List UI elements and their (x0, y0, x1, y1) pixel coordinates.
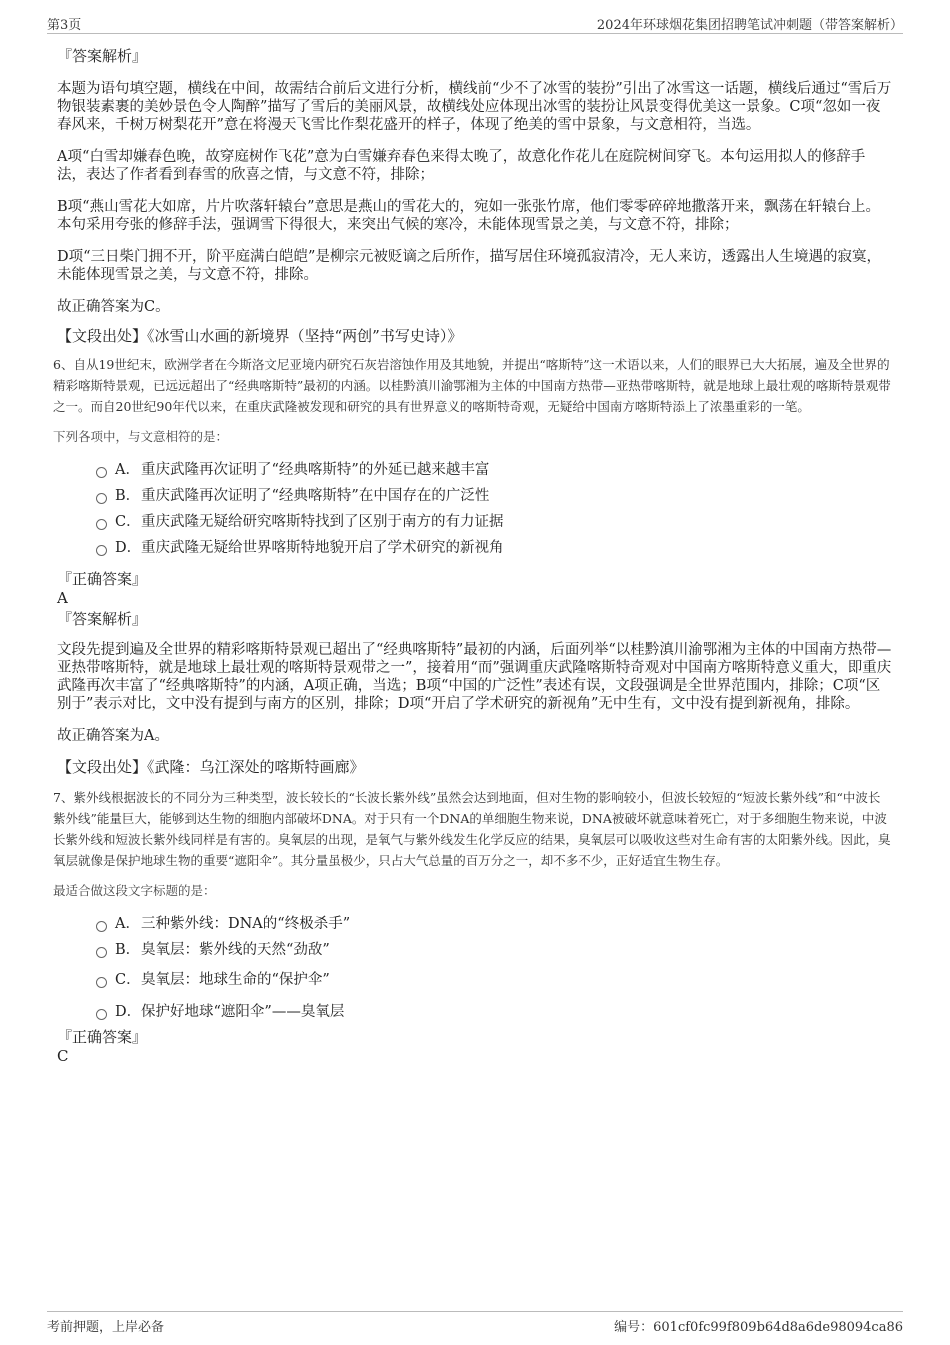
source-6: 【文段出处】《武隆：乌江深处的喀斯特画廊》 (57, 758, 365, 776)
option-text: 臭氧层：地球生命的“保护伞” (141, 972, 330, 988)
analysis-6: 文段先提到遍及全世界的精彩喀斯特景观已超出了“经典喀斯特”最初的内涵，后面列举“以桂黔滇川渝鄂湘为主体的中国南方热带—亚热带喀斯特，就是地球上最壮观的喀斯特景观带之一”，接着用“而”强调重庆武隆喀斯特奇观对中国南方喀斯特意义重大，即重庆武隆再次丰富了“经典喀斯特”的内涵，A项正确，当选；B项“中国的广泛性”表述有误，文段强调是全世界范围内，排除；C项“区别于”表示对比，文中没有提到与南方的区别，排除；D项“开启了学术研究的新视角”无中生有，文中没有提到新视角，排除。 (57, 642, 892, 712)
radio-icon[interactable] (96, 467, 107, 478)
option-text: 保护好地球“遮阳伞”——臭氧层 (141, 1004, 345, 1020)
option-text: 重庆武隆再次证明了“经典喀斯特”在中国存在的广泛性 (141, 488, 490, 504)
option-a[interactable] (96, 911, 892, 937)
radio-icon[interactable] (96, 493, 107, 504)
radio-icon[interactable] (96, 1009, 107, 1020)
correct-answer-label-6: 『正确答案』 (57, 570, 148, 588)
radio-icon[interactable] (96, 519, 107, 530)
document-title: 2024年环球烟花集团招聘笔试冲刺题（带答案解析） (596, 18, 903, 33)
radio-icon[interactable] (96, 947, 107, 958)
source-5: 【文段出处】《冰雪山水画的新境界（坚持“两创”书写史诗）》 (57, 327, 463, 345)
question-7-options (96, 911, 892, 1027)
question-6-prompt: 下列各项中，与文意相符的是： (53, 429, 229, 444)
option-letter: C． (115, 514, 141, 530)
option-b[interactable] (96, 937, 892, 963)
analysis-label-5: 『答案解析』 (57, 47, 148, 65)
correct-answer-7: C (57, 1047, 69, 1065)
analysis-label-6: 『答案解析』 (57, 610, 148, 628)
option-letter: D． (115, 1004, 142, 1020)
footer-serial: 编号：601cf0fc99f809b64d8a6de98094ca86 (614, 1320, 903, 1335)
conclusion-5: 故正确答案为C。 (57, 299, 170, 315)
option-letter: C． (115, 972, 141, 988)
analysis-paragraph: A项“白雪却嫌春色晚，故穿庭树作飞花”意为白雪嫌弃春色来得太晚了，故意化作花儿在庭院树间穿飞。本句运用拟人的修辞手法，表达了作者看到春雪的欣喜之情，与文意不符，排除； (57, 149, 866, 183)
correct-answer-6: A (57, 589, 68, 607)
page-footer (47, 1311, 903, 1333)
correct-answer-label-7: 『正确答案』 (57, 1028, 148, 1046)
option-letter: A． (115, 462, 140, 478)
option-letter: D． (115, 540, 142, 556)
analysis-paragraph: 本题为语句填空题，横线在中间，故需结合前后文进行分析，横线前“少不了冰雪的装扮”引出了冰雪这一话题，横线后通过“雪后万物银装素裹的美妙景色令人陶醉”描写了雪后的美丽风景，故横线处应体现出冰雪的装扮让风景变得优美这一景象。C项“忽如一夜春风来，千树万树梨花开”意在将漫天飞雪比作梨花盛开的样子，体现了绝美的雪中景象，与文意相符，当选。 (57, 81, 892, 133)
page-header (47, 14, 903, 34)
option-d[interactable] (96, 997, 892, 1027)
option-text: 三种紫外线：DNA的“终极杀手” (141, 916, 351, 932)
option-c[interactable] (96, 509, 892, 535)
option-text: 重庆武隆无疑给研究喀斯特找到了区别于南方的有力证据 (141, 514, 504, 530)
conclusion-6: 故正确答案为A。 (57, 728, 169, 744)
analysis-paragraph: B项“燕山雪花大如席，片片吹落轩辕台”意思是燕山的雪花大的，宛如一张张竹席，他们零零碎碎地撒落开来，飘荡在轩辕台上。本句采用夸张的修辞手法，强调雪下得很大，来突出气候的寒冷，未能体现雪景之美，与文意不符，排除； (57, 199, 880, 233)
radio-icon[interactable] (96, 921, 107, 932)
radio-icon[interactable] (96, 977, 107, 988)
page-content (53, 46, 892, 1065)
option-text: 臭氧层：紫外线的天然“劲敌” (141, 942, 330, 958)
footer-slogan: 考前押题，上岸必备 (47, 1320, 165, 1335)
option-c[interactable] (96, 963, 892, 997)
question-6-text: 6、自从19世纪末，欧洲学者在今斯洛文尼亚境内研究石灰岩溶蚀作用及其地貌，并提出“喀斯特”这一术语以来，人们的眼界已大大拓展，遍及全世界的精彩喀斯特景观，已远远超出了“经典喀斯特”最初的内涵。以桂黔滇川渝鄂湘为主体的中国南方热带—亚热带喀斯特，就是地球上最壮观的喀斯特景观带之一。而自20世纪90年代以来，在重庆武隆被发现和研究的具有世界意义的喀斯特奇观，无疑给中国南方喀斯特添上了浓墨重彩的一笔。 (53, 357, 891, 414)
option-letter: B． (115, 488, 141, 504)
analysis-paragraph: D项“三日柴门拥不开，阶平庭满白皑皑”是柳宗元被贬谪之后所作，描写居住环境孤寂清冷，无人来访，透露出人生境遇的寂寞，未能体现雪景之美，与文意不符，排除。 (57, 249, 881, 283)
option-letter: A． (115, 916, 140, 932)
option-b[interactable] (96, 483, 892, 509)
question-6-options (96, 457, 892, 561)
question-7-prompt: 最适合做这段文字标题的是： (53, 883, 216, 898)
option-a[interactable] (96, 457, 892, 483)
option-text: 重庆武隆再次证明了“经典喀斯特”的外延已越来越丰富 (141, 462, 490, 478)
question-7-text: 7、紫外线根据波长的不同分为三种类型，波长较长的“长波长紫外线”虽然会达到地面，但对生物的影响较小，但波长较短的“短波长紫外线”和“中波长紫外线”能量巨大，能够到达生物的细胞内部破坏DNA。对于只有一个DNA的单细胞生物来说，DNA被破坏就意味着死亡，对于多细胞生物来说，中波长紫外线和短波长紫外线同样是有害的。臭氧层的出现，是氧气与紫外线发生化学反应的结果，臭氧层可以吸收这些对生命有害的太阳紫外线。因此，臭氧层就像是保护地球生物的重要“遮阳伞”。其分量虽极少，只占大气总量的百万分之一，却不多不少，正好适宜生物生存。 (53, 790, 891, 868)
option-text: 重庆武隆无疑给世界喀斯特地貌开启了学术研究的新视角 (141, 540, 504, 556)
option-letter: B． (115, 942, 141, 958)
option-d[interactable] (96, 535, 892, 561)
radio-icon[interactable] (96, 545, 107, 556)
page-number: 第3页 (47, 18, 82, 33)
